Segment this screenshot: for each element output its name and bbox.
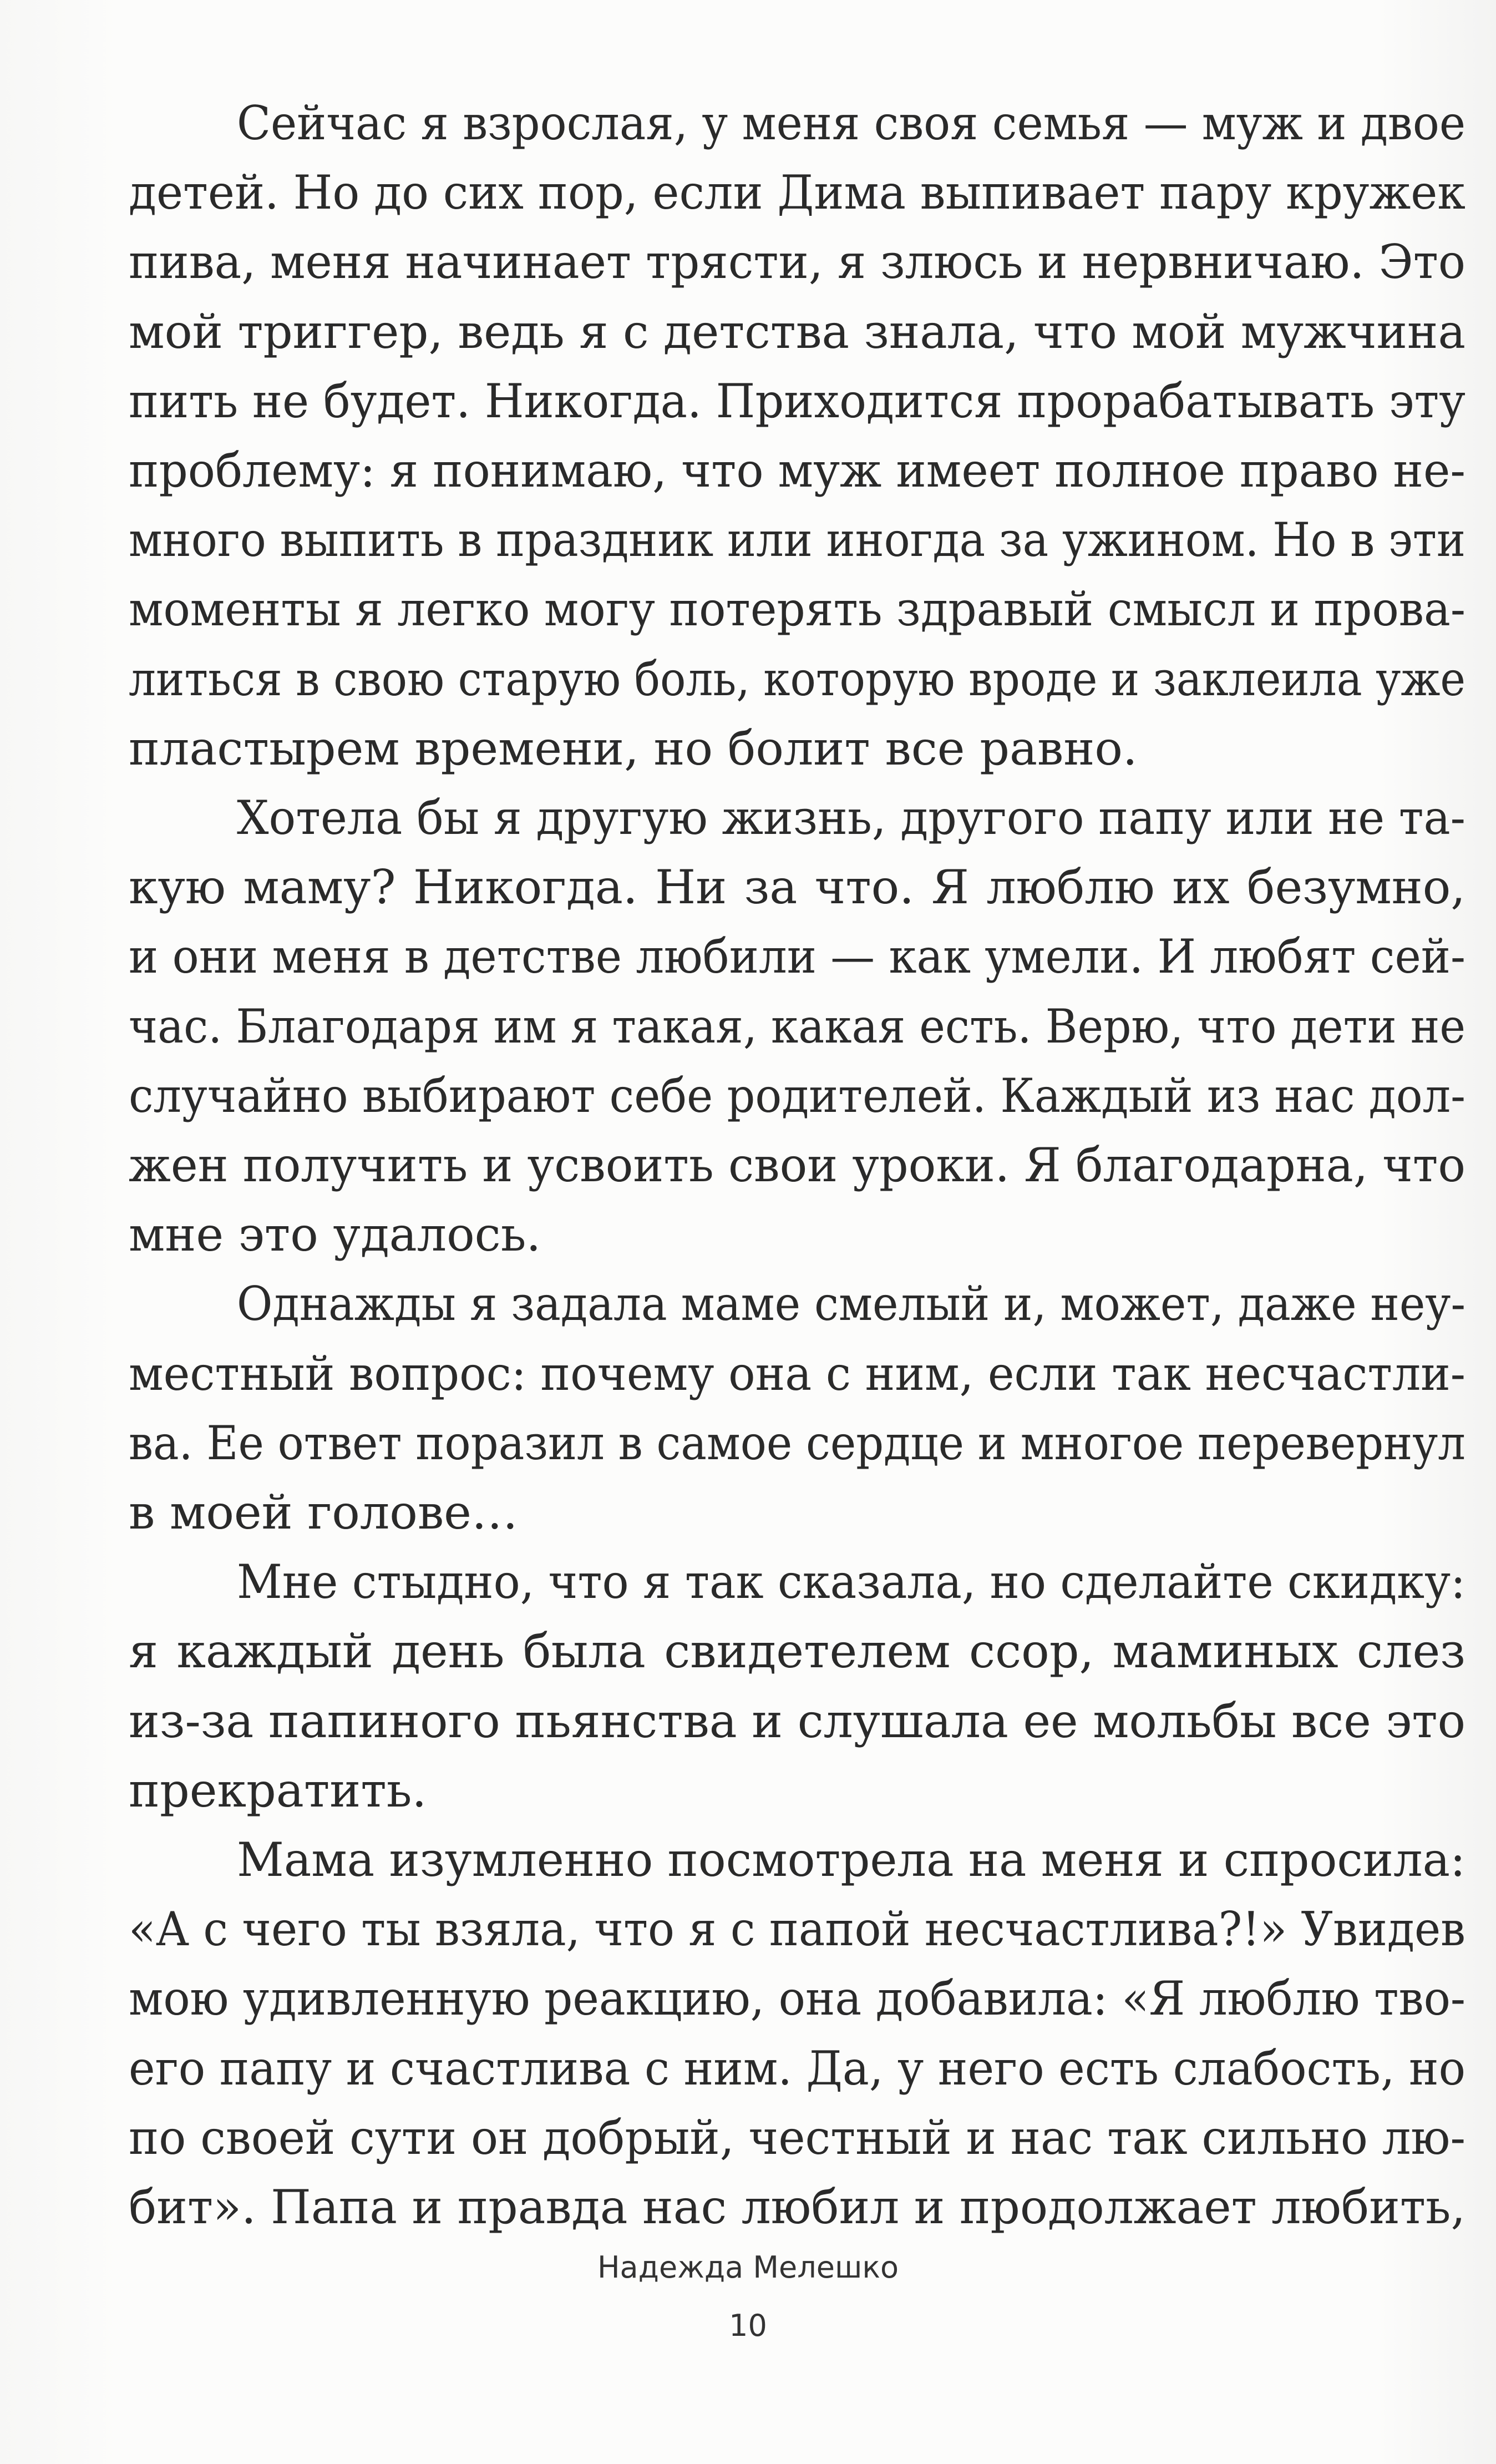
text-line: его папу и счастлива с ним. Да, у него есть слабость, но: [129, 2041, 1465, 2096]
text-line: случайно выбирают себе родителей. Каждый из нас дол-: [129, 1068, 1465, 1123]
text-line: пива, меня начинает трясти, я злюсь и нервничаю. Это: [129, 235, 1465, 290]
paragraph-5: [129, 1825, 1465, 2242]
text-line: Хотела бы я другую жизнь, другого папу или не та-: [237, 791, 1465, 846]
body-text: [129, 89, 1465, 2242]
text-line: литься в свою старую боль, которую вроде и заклеила уже: [129, 651, 1465, 706]
paragraph-2: [129, 783, 1465, 1269]
text-line: Сейчас я взрослая, у меня своя семья — муж и двое: [237, 96, 1465, 150]
text-line: Мама изумленно посмотрела на меня и спросила:: [237, 1833, 1465, 1888]
text-line: жен получить и усвоить свои уроки. Я благодарна, что: [129, 1138, 1465, 1193]
text-line: пластырем времени, но болит все равно.: [129, 721, 1138, 776]
text-line: моменты я легко могу потерять здравый смысл и прова-: [129, 582, 1465, 637]
text-line: проблему: я понимаю, что муж имеет полное право не-: [129, 443, 1465, 498]
text-line: мой триггер, ведь я с детства знала, что мой мужчина: [129, 304, 1465, 359]
text-line: и они меня в детстве любили — как умели. И любят сей-: [129, 929, 1465, 984]
running-footer-author: Надежда Мелешко: [597, 2250, 899, 2285]
text-line: ва. Ее ответ поразил в самое сердце и многое перевернул: [129, 1415, 1465, 1470]
text-line: Мне стыдно, что я так сказала, но сделайте скидку:: [237, 1555, 1465, 1610]
text-line: из-за папиного пьянства и слушала ее мольбы все это: [129, 1693, 1465, 1748]
text-line: прекратить.: [129, 1763, 427, 1818]
text-line: по своей сути он добрый, честный и нас так сильно лю-: [129, 2110, 1465, 2165]
text-line: пить не будет. Никогда. Приходится прорабатывать эту: [129, 373, 1465, 428]
text-line: час. Благодаря им я такая, какая есть. Верю, что дети не: [129, 999, 1465, 1054]
text-line: кую маму? Никогда. Ни за что. Я люблю их безумно,: [129, 860, 1465, 915]
text-line: много выпить в праздник или иногда за ужином. Но в эти: [129, 513, 1465, 568]
paragraph-1: [129, 89, 1465, 783]
text-line: местный вопрос: почему она с ним, если так несчастли-: [129, 1346, 1465, 1401]
text-line: Однажды я задала маме смелый и, может, даже неу-: [237, 1277, 1465, 1332]
text-line: «А с чего ты взяла, что я с папой несчастлива?!» Увидев: [129, 1902, 1465, 1957]
text-line: в моей голове…: [129, 1485, 518, 1540]
paragraph-4: [129, 1547, 1465, 1825]
paragraph-3: [129, 1269, 1465, 1547]
text-line: я каждый день была свидетелем ссор, маминых слез: [129, 1624, 1465, 1679]
page-number: 10: [729, 2308, 767, 2343]
text-line: детей. Но до сих пор, если Дима выпивает пару кружек: [129, 165, 1465, 220]
text-line: мне это удалось.: [129, 1207, 541, 1262]
text-line: бит». Папа и правда нас любил и продолжает любить,: [129, 2180, 1465, 2235]
text-line: мою удивленную реакцию, она добавила: «Я люблю тво-: [129, 1971, 1465, 2026]
